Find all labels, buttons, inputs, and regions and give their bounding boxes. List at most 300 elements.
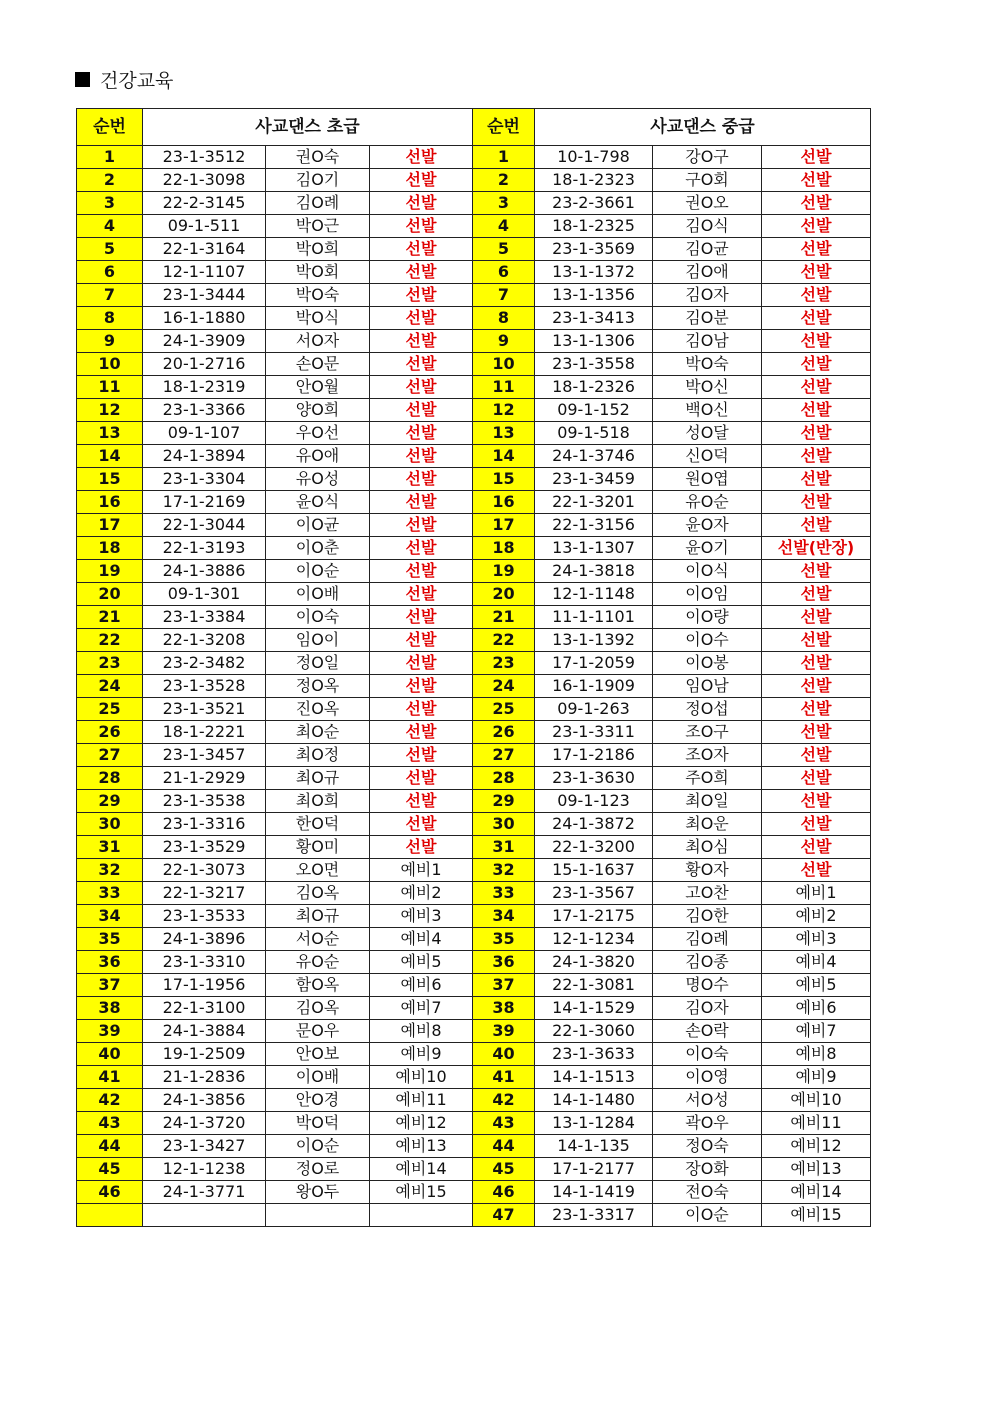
member-id: 22-1-3201 (535, 491, 653, 514)
row-number: 26 (77, 721, 143, 744)
member-name: 손O문 (266, 353, 370, 376)
selection-status: 예비13 (370, 1135, 473, 1158)
member-name: 김O자 (653, 997, 762, 1020)
selection-status: 선발 (762, 353, 871, 376)
member-id: 23-1-3633 (535, 1043, 653, 1066)
selection-status: 예비14 (370, 1158, 473, 1181)
member-id: 23-2-3482 (143, 652, 266, 675)
member-name: 김O한 (653, 905, 762, 928)
member-id: 12-1-1234 (535, 928, 653, 951)
selection-status: 선발 (762, 146, 871, 169)
row-number: 4 (77, 215, 143, 238)
table-row (77, 675, 473, 698)
row-number: 45 (77, 1158, 143, 1181)
row-number: 11 (473, 376, 535, 399)
member-id: 24-1-3884 (143, 1020, 266, 1043)
selection-status: 예비5 (762, 974, 871, 997)
member-name: 주O희 (653, 767, 762, 790)
member-name: 이O숙 (266, 606, 370, 629)
member-name: 양O희 (266, 399, 370, 422)
table-row (473, 652, 871, 675)
section-title: 건강교육 (100, 70, 174, 92)
selection-status: 선발 (370, 537, 473, 560)
black-square-icon (75, 72, 90, 87)
member-name: 이O춘 (266, 537, 370, 560)
table-row (473, 675, 871, 698)
row-number: 14 (473, 445, 535, 468)
member-name: 이O영 (653, 1066, 762, 1089)
table-row (77, 261, 473, 284)
row-number (77, 1204, 143, 1227)
table-row (473, 537, 871, 560)
row-number: 46 (473, 1181, 535, 1204)
selection-status: 선발 (370, 813, 473, 836)
row-number: 36 (473, 951, 535, 974)
selection-status: 선발 (762, 491, 871, 514)
table-row (473, 767, 871, 790)
member-id: 22-1-3193 (143, 537, 266, 560)
member-name: 전O숙 (653, 1181, 762, 1204)
selection-status: 선발 (370, 169, 473, 192)
row-number: 42 (473, 1089, 535, 1112)
member-id: 12-1-1107 (143, 261, 266, 284)
member-id: 17-1-2059 (535, 652, 653, 675)
table-row (77, 744, 473, 767)
table-row (77, 721, 473, 744)
selection-status: 선발 (370, 284, 473, 307)
table-row (77, 859, 473, 882)
member-id: 18-1-2221 (143, 721, 266, 744)
table-row (77, 376, 473, 399)
table-row (473, 1020, 871, 1043)
member-name: 박O희 (266, 238, 370, 261)
row-number: 10 (473, 353, 535, 376)
table-row (77, 606, 473, 629)
row-number: 10 (77, 353, 143, 376)
row-number: 13 (77, 422, 143, 445)
table-row (473, 629, 871, 652)
member-id: 13-1-1372 (535, 261, 653, 284)
table-row (473, 1181, 871, 1204)
member-id: 09-1-123 (535, 790, 653, 813)
member-id: 23-1-3569 (535, 238, 653, 261)
selection-status: 예비11 (370, 1089, 473, 1112)
row-number: 19 (473, 560, 535, 583)
selection-status: 예비1 (762, 882, 871, 905)
selection-status: 선발 (370, 583, 473, 606)
member-id: 17-1-2177 (535, 1158, 653, 1181)
member-id: 23-1-3317 (535, 1204, 653, 1227)
member-name: 한O덕 (266, 813, 370, 836)
selection-status: 예비15 (370, 1181, 473, 1204)
row-number: 26 (473, 721, 535, 744)
selection-status: 선발 (762, 836, 871, 859)
row-number: 30 (77, 813, 143, 836)
selection-status: 선발 (762, 238, 871, 261)
member-id: 17-1-2175 (535, 905, 653, 928)
row-number: 13 (473, 422, 535, 445)
member-id (143, 1204, 266, 1227)
member-name: 안O월 (266, 376, 370, 399)
table-row (473, 330, 871, 353)
row-number: 6 (473, 261, 535, 284)
member-name: 이O순 (266, 1135, 370, 1158)
row-number: 20 (77, 583, 143, 606)
member-id: 23-1-3512 (143, 146, 266, 169)
class-title-header: 사교댄스 초급 (143, 109, 473, 146)
selection-status: 선발 (370, 445, 473, 468)
row-number: 43 (473, 1112, 535, 1135)
member-name: 최O운 (653, 813, 762, 836)
table-row (77, 583, 473, 606)
table-row (473, 146, 871, 169)
intermediate-roster-body (473, 146, 871, 1227)
selection-status: 예비7 (370, 997, 473, 1020)
selection-status: 예비6 (370, 974, 473, 997)
table-row (77, 192, 473, 215)
member-id: 20-1-2716 (143, 353, 266, 376)
member-name: 이O량 (653, 606, 762, 629)
member-id: 23-1-3444 (143, 284, 266, 307)
table-row (473, 560, 871, 583)
row-number: 41 (77, 1066, 143, 1089)
selection-status: 선발 (762, 698, 871, 721)
table-row (473, 836, 871, 859)
selection-status: 예비3 (370, 905, 473, 928)
table-row (473, 744, 871, 767)
row-number: 45 (473, 1158, 535, 1181)
member-name: 이O숙 (653, 1043, 762, 1066)
member-name: 강O구 (653, 146, 762, 169)
row-number: 34 (77, 905, 143, 928)
table-row (77, 905, 473, 928)
member-name: 진O옥 (266, 698, 370, 721)
table-row (473, 997, 871, 1020)
table-row (77, 330, 473, 353)
member-id: 22-1-3060 (535, 1020, 653, 1043)
member-id: 24-1-3886 (143, 560, 266, 583)
row-number: 5 (473, 238, 535, 261)
member-id: 18-1-2325 (535, 215, 653, 238)
member-id: 09-1-107 (143, 422, 266, 445)
member-id: 17-1-2186 (535, 744, 653, 767)
selection-status: 예비12 (370, 1112, 473, 1135)
member-id: 11-1-1101 (535, 606, 653, 629)
selection-status: 선발 (370, 836, 473, 859)
table-row (77, 215, 473, 238)
table-row (77, 974, 473, 997)
table-row (473, 261, 871, 284)
selection-status: 예비15 (762, 1204, 871, 1227)
table-row (77, 698, 473, 721)
member-name: 최O희 (266, 790, 370, 813)
row-number: 12 (77, 399, 143, 422)
member-id: 23-1-3304 (143, 468, 266, 491)
section-heading (75, 66, 173, 93)
member-name: 오O면 (266, 859, 370, 882)
member-name: 원O엽 (653, 468, 762, 491)
row-number: 24 (77, 675, 143, 698)
member-name: 최O규 (266, 905, 370, 928)
table-row (473, 813, 871, 836)
member-name: 김O례 (653, 928, 762, 951)
row-number: 44 (473, 1135, 535, 1158)
member-id: 22-1-3044 (143, 514, 266, 537)
table-row (77, 997, 473, 1020)
member-id: 23-1-3310 (143, 951, 266, 974)
member-id: 13-1-1392 (535, 629, 653, 652)
beginner-roster-body (77, 146, 473, 1227)
table-row (77, 445, 473, 468)
selection-status: 선발 (370, 399, 473, 422)
selection-status: 선발 (370, 721, 473, 744)
selection-status: 선발 (762, 629, 871, 652)
selection-status: 선발 (762, 192, 871, 215)
table-row (473, 491, 871, 514)
table-row (473, 1158, 871, 1181)
member-id: 23-1-3459 (535, 468, 653, 491)
row-number: 5 (77, 238, 143, 261)
table-row (77, 813, 473, 836)
member-id: 22-1-3073 (143, 859, 266, 882)
member-name: 박O숙 (653, 353, 762, 376)
selection-status: 예비8 (370, 1020, 473, 1043)
row-number: 37 (77, 974, 143, 997)
row-number: 29 (473, 790, 535, 813)
selection-status: 예비9 (762, 1066, 871, 1089)
member-id: 13-1-1306 (535, 330, 653, 353)
intermediate-roster-table (472, 108, 871, 1227)
selection-status: 선발 (370, 491, 473, 514)
row-number: 28 (473, 767, 535, 790)
member-name: 정O로 (266, 1158, 370, 1181)
member-name: 윤O식 (266, 491, 370, 514)
member-id: 13-1-1307 (535, 537, 653, 560)
member-name: 성O달 (653, 422, 762, 445)
table-row (473, 169, 871, 192)
selection-status: 선발 (370, 652, 473, 675)
member-id: 18-1-2319 (143, 376, 266, 399)
row-number: 6 (77, 261, 143, 284)
table-row (77, 560, 473, 583)
selection-status: 선발 (370, 192, 473, 215)
member-name: 이O순 (653, 1204, 762, 1227)
member-name: 김O자 (653, 284, 762, 307)
table-row (77, 836, 473, 859)
selection-status: 선발 (762, 652, 871, 675)
selection-status: 선발 (370, 698, 473, 721)
selection-status: 예비10 (370, 1066, 473, 1089)
selection-status: 선발 (762, 330, 871, 353)
selection-status: 선발 (762, 468, 871, 491)
member-id: 23-1-3384 (143, 606, 266, 629)
row-number: 33 (473, 882, 535, 905)
row-number: 3 (473, 192, 535, 215)
row-number: 32 (77, 859, 143, 882)
table-row (473, 1043, 871, 1066)
member-id: 22-1-3208 (143, 629, 266, 652)
member-id: 15-1-1637 (535, 859, 653, 882)
table-row (77, 307, 473, 330)
member-name: 최O정 (266, 744, 370, 767)
table-row (77, 652, 473, 675)
table-header-row (473, 109, 871, 146)
selection-status: 선발 (370, 307, 473, 330)
member-name: 유O순 (266, 951, 370, 974)
table-row (77, 1066, 473, 1089)
selection-status: 예비2 (370, 882, 473, 905)
member-id: 23-1-3567 (535, 882, 653, 905)
row-number: 24 (473, 675, 535, 698)
selection-status: 선발 (762, 376, 871, 399)
member-name: 조O구 (653, 721, 762, 744)
member-id: 22-1-3156 (535, 514, 653, 537)
row-number: 27 (77, 744, 143, 767)
selection-status: 선발 (762, 560, 871, 583)
member-name: 함O옥 (266, 974, 370, 997)
member-id: 18-1-2326 (535, 376, 653, 399)
selection-status: 선발 (370, 767, 473, 790)
selection-status: 선발 (762, 307, 871, 330)
table-row (473, 445, 871, 468)
selection-status: 선발 (762, 675, 871, 698)
member-id: 14-1-1529 (535, 997, 653, 1020)
row-number: 15 (77, 468, 143, 491)
table-row (473, 1135, 871, 1158)
row-number: 21 (473, 606, 535, 629)
table-row (473, 215, 871, 238)
row-number: 39 (77, 1020, 143, 1043)
member-name: 임O남 (653, 675, 762, 698)
row-number: 12 (473, 399, 535, 422)
member-id: 10-1-798 (535, 146, 653, 169)
member-id: 24-1-3856 (143, 1089, 266, 1112)
row-number: 38 (77, 997, 143, 1020)
row-number: 36 (77, 951, 143, 974)
member-id: 16-1-1909 (535, 675, 653, 698)
table-row (473, 583, 871, 606)
selection-status: 예비6 (762, 997, 871, 1020)
row-number: 7 (77, 284, 143, 307)
member-name: 구O회 (653, 169, 762, 192)
row-number: 40 (77, 1043, 143, 1066)
row-number: 25 (473, 698, 535, 721)
table-row (473, 307, 871, 330)
row-number: 34 (473, 905, 535, 928)
row-number: 28 (77, 767, 143, 790)
table-row (77, 146, 473, 169)
row-number: 1 (77, 146, 143, 169)
table-row (473, 698, 871, 721)
member-id: 24-1-3894 (143, 445, 266, 468)
member-name: 유O성 (266, 468, 370, 491)
selection-status: 선발 (762, 813, 871, 836)
member-name: 김O종 (653, 951, 762, 974)
member-name: 윤O자 (653, 514, 762, 537)
member-id: 24-1-3820 (535, 951, 653, 974)
selection-status: 선발 (762, 790, 871, 813)
member-name: 김O례 (266, 192, 370, 215)
row-number: 8 (473, 307, 535, 330)
row-number: 32 (473, 859, 535, 882)
table-row (473, 721, 871, 744)
table-row (473, 905, 871, 928)
row-number: 23 (77, 652, 143, 675)
row-number: 8 (77, 307, 143, 330)
selection-status: 선발 (370, 514, 473, 537)
row-number: 2 (473, 169, 535, 192)
member-id: 22-1-3098 (143, 169, 266, 192)
row-number: 14 (77, 445, 143, 468)
table-row (77, 353, 473, 376)
selection-status: 예비13 (762, 1158, 871, 1181)
member-id: 22-1-3100 (143, 997, 266, 1020)
member-name: 권O숙 (266, 146, 370, 169)
selection-status: 선발 (762, 422, 871, 445)
member-name: 유O애 (266, 445, 370, 468)
table-row (77, 284, 473, 307)
member-name: 문O우 (266, 1020, 370, 1043)
table-row (473, 192, 871, 215)
member-id: 24-1-3872 (535, 813, 653, 836)
selection-status: 선발 (370, 376, 473, 399)
selection-status: 선발 (762, 767, 871, 790)
selection-status: 선발 (762, 284, 871, 307)
member-id: 23-1-3413 (535, 307, 653, 330)
member-id: 23-1-3528 (143, 675, 266, 698)
row-number: 35 (77, 928, 143, 951)
member-name: 정O일 (266, 652, 370, 675)
row-number: 4 (473, 215, 535, 238)
table-row (77, 951, 473, 974)
table-row (77, 1043, 473, 1066)
table-row (77, 928, 473, 951)
member-id: 22-1-3217 (143, 882, 266, 905)
member-name: 신O덕 (653, 445, 762, 468)
row-number: 39 (473, 1020, 535, 1043)
member-id: 23-1-3630 (535, 767, 653, 790)
member-name: 임O이 (266, 629, 370, 652)
member-id: 13-1-1284 (535, 1112, 653, 1135)
selection-status: 선발 (370, 629, 473, 652)
selection-status: 예비2 (762, 905, 871, 928)
member-id: 14-1-135 (535, 1135, 653, 1158)
selection-status: 선발 (370, 606, 473, 629)
selection-status: 선발(반장) (762, 537, 871, 560)
row-number: 29 (77, 790, 143, 813)
selection-status: 예비7 (762, 1020, 871, 1043)
member-name: 백O신 (653, 399, 762, 422)
member-id: 22-1-3081 (535, 974, 653, 997)
member-name: 황O자 (653, 859, 762, 882)
row-number: 30 (473, 813, 535, 836)
member-name: 김O옥 (266, 997, 370, 1020)
row-number: 18 (77, 537, 143, 560)
table-row (473, 928, 871, 951)
row-number: 40 (473, 1043, 535, 1066)
number-header: 순번 (473, 109, 535, 146)
selection-status: 선발 (370, 215, 473, 238)
selection-status: 예비9 (370, 1043, 473, 1066)
row-number: 31 (473, 836, 535, 859)
member-id: 23-1-3533 (143, 905, 266, 928)
selection-status: 선발 (370, 560, 473, 583)
table-row (77, 882, 473, 905)
row-number: 9 (473, 330, 535, 353)
row-number: 7 (473, 284, 535, 307)
selection-status: 선발 (370, 353, 473, 376)
selection-status: 선발 (370, 468, 473, 491)
